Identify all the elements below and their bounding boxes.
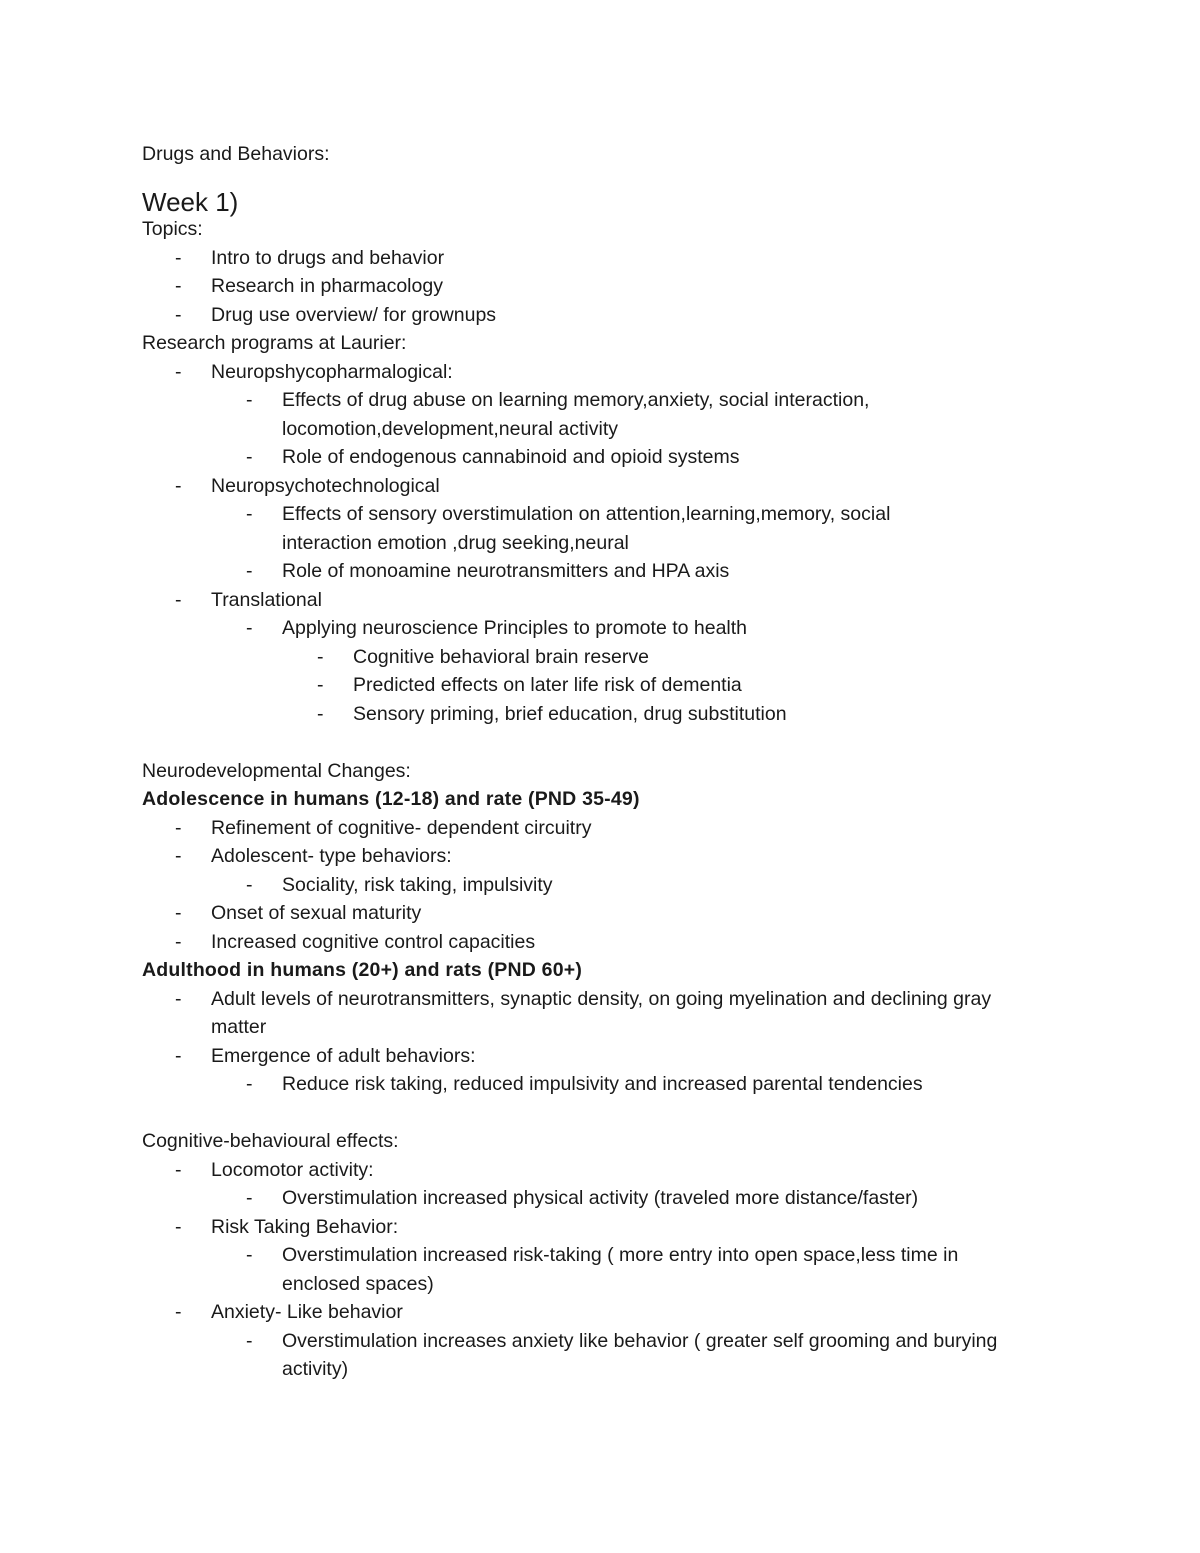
bullet-dash: - (175, 1215, 182, 1238)
list-item: - Translational (142, 586, 1062, 615)
neurodev-label: Neurodevelopmental Changes: (142, 759, 411, 782)
list-item: - Effects of sensory overstimulation on attention,learning,memory, social interaction emotion ,drug seeking,neural (142, 500, 972, 557)
list-item: - Emergence of adult behaviors: (142, 1042, 1062, 1071)
list-item: - Adolescent- type behaviors: (142, 842, 1062, 871)
document-page (142, 140, 1062, 1384)
bullet-dash: - (175, 1158, 182, 1181)
list-item: - Drug use overview/ for grownups (142, 301, 1062, 330)
list-item: - Role of endogenous cannabinoid and opioid systems (142, 443, 1062, 472)
list-item: - Anxiety- Like behavior (142, 1298, 1062, 1327)
bullet-dash: - (175, 902, 182, 924)
bullet-dash: - (246, 1187, 253, 1209)
bullet-dash: - (246, 503, 253, 525)
research-label: Research programs at Laurier: (142, 332, 407, 354)
list-item: - Risk Taking Behavior: (142, 1213, 1062, 1242)
bullet-dash: - (175, 360, 182, 383)
list-item: - Effects of drug abuse on learning memory,anxiety, social interaction, locomotion,development,neural activity (142, 386, 962, 443)
bullet-dash: - (175, 588, 182, 611)
bullet-dash: - (317, 645, 324, 668)
blank-line (142, 728, 1062, 757)
bullet-dash: - (175, 816, 182, 839)
list-item: - Increased cognitive control capacities (142, 928, 1062, 957)
bullet-dash: - (175, 246, 182, 269)
bullet-dash: - (246, 617, 253, 639)
bullet-dash: - (246, 1244, 253, 1266)
bullet-dash: - (246, 1073, 253, 1095)
bullet-dash: - (246, 1329, 253, 1352)
list-item: - Role of monoamine neurotransmitters and HPA axis (142, 557, 1062, 586)
bullet-dash: - (175, 303, 182, 326)
list-item: - Predicted effects on later life risk of dementia (142, 671, 1062, 700)
list-item: - Applying neuroscience Principles to promote to health (142, 614, 1062, 643)
bullet-dash: - (246, 389, 253, 411)
list-item: - Intro to drugs and behavior (142, 244, 1062, 273)
list-item: - Reduce risk taking, reduced impulsivity and increased parental tendencies (142, 1070, 1062, 1099)
list-item: - Sociality, risk taking, impulsivity (142, 871, 1062, 900)
bullet-dash: - (246, 873, 253, 896)
list-item: - Adult levels of neurotransmitters, synaptic density, on going myelination and declining gray matter (142, 985, 1041, 1042)
document-title: Drugs and Behaviors: (142, 143, 330, 165)
list-item: - Overstimulation increased risk-taking ( more entry into open space,less time in enclosed spaces) (142, 1241, 1032, 1298)
adolescence-heading: Adolescence in humans (12-18) and rate (PND 35-49) (142, 788, 640, 810)
bullet-dash: - (175, 987, 182, 1010)
bullet-dash: - (246, 446, 253, 468)
topics-label: Topics: (142, 218, 203, 240)
list-item: - Onset of sexual maturity (142, 899, 1062, 928)
list-item: - Research in pharmacology (142, 272, 1062, 301)
blank-line (142, 1099, 1062, 1128)
list-item: - Locomotor activity: (142, 1156, 1062, 1185)
bullet-dash: - (175, 930, 182, 953)
week-heading: Week 1) (142, 187, 239, 217)
bullet-dash: - (246, 560, 253, 582)
bullet-dash: - (175, 275, 182, 297)
bullet-dash: - (175, 1044, 182, 1067)
list-item: - Overstimulation increased physical activity (traveled more distance/faster) (142, 1184, 1062, 1213)
bullet-dash: - (317, 674, 324, 696)
bullet-dash: - (175, 474, 182, 497)
list-item: - Sensory priming, brief education, drug substitution (142, 700, 1062, 729)
list-item: - Refinement of cognitive- dependent circuitry (142, 814, 1062, 843)
bullet-dash: - (175, 845, 182, 867)
cognitive-label: Cognitive-behavioural effects: (142, 1130, 399, 1152)
bullet-dash: - (175, 1301, 182, 1323)
list-item: - Neuropsychotechnological (142, 472, 1062, 501)
bullet-dash: - (317, 702, 324, 725)
list-item: - Neuropshycopharmalogical: (142, 358, 1062, 387)
list-item: - Overstimulation increases anxiety like behavior ( greater self grooming and burying activity) (142, 1327, 1002, 1384)
adulthood-heading: Adulthood in humans (20+) and rats (PND 60+) (142, 959, 583, 981)
list-item: - Cognitive behavioral brain reserve (142, 643, 1062, 672)
